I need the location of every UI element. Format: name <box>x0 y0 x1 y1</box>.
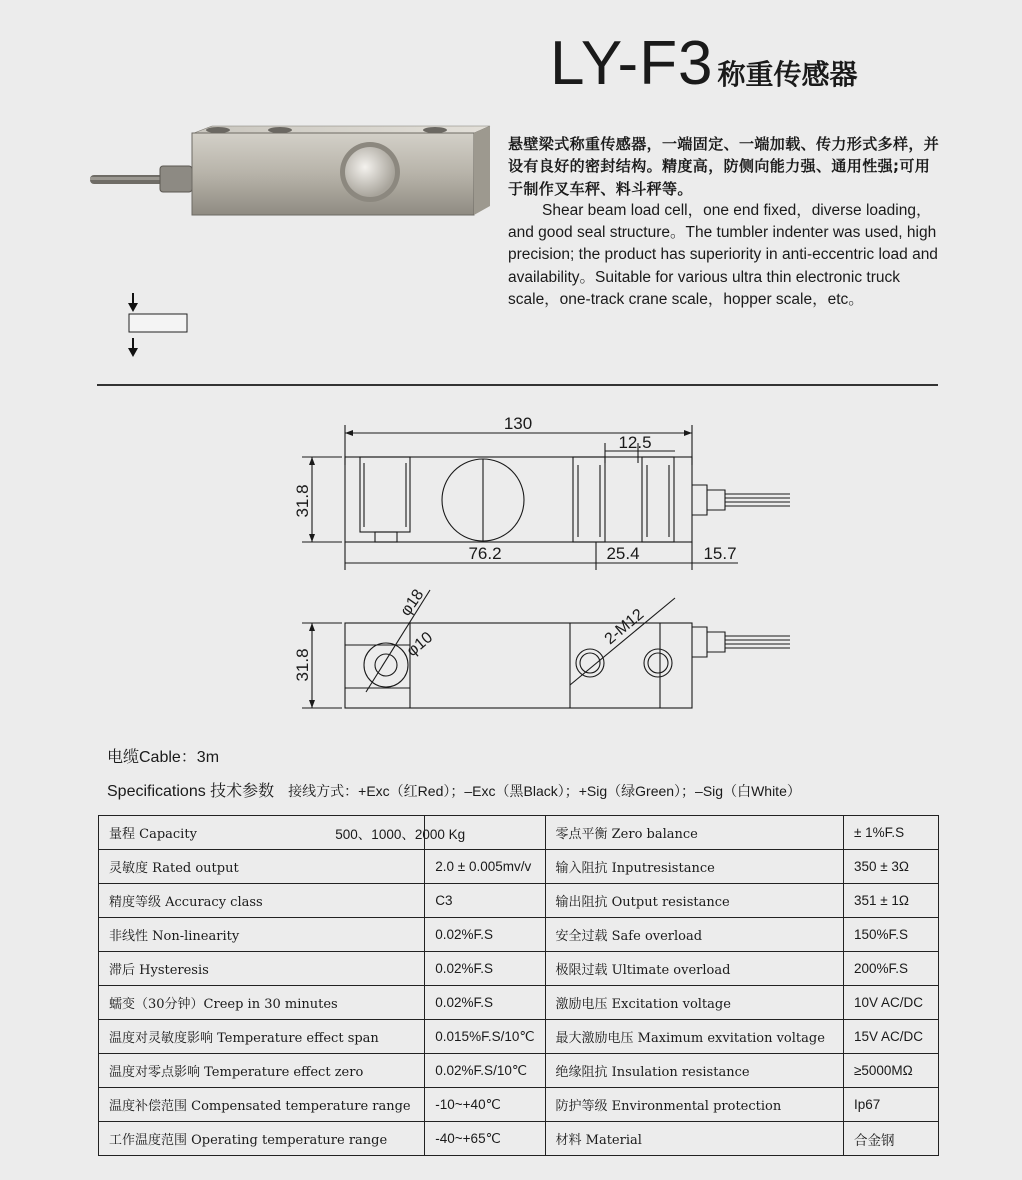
spec-value: 15V AC/DC <box>843 1020 938 1054</box>
spec-label: 灵敏度 Rated output <box>99 850 425 884</box>
table-row <box>99 986 939 1020</box>
table-row <box>99 816 939 850</box>
spec-value: 0.015%F.S/10℃ <box>425 1020 545 1054</box>
cable-length: 电缆Cable：3m <box>107 749 220 766</box>
table-row <box>99 1088 939 1122</box>
spec-value: C3 <box>425 884 545 918</box>
spec-value: -40~+65℃ <box>425 1122 545 1156</box>
product-description <box>508 133 940 311</box>
dim-d18: φ18 <box>397 586 428 620</box>
dim-d10: φ10 <box>403 628 437 661</box>
table-row <box>99 952 939 986</box>
spec-label: 温度补偿范围 Compensated temperature range <box>99 1088 425 1122</box>
spec-value: 2.0 ± 0.005mv/v <box>425 850 545 884</box>
table-row <box>99 918 939 952</box>
spec-value: 10V AC/DC <box>843 986 938 1020</box>
table-row <box>99 1122 939 1156</box>
spec-value: 合金钢 <box>843 1122 938 1156</box>
spec-label: 输入阻抗 Inputresistance <box>545 850 843 884</box>
spec-label: 滞后 Hysteresis <box>99 952 425 986</box>
spec-label: 最大激励电压 Maximum exvitation voltage <box>545 1020 843 1054</box>
spec-value: ≥5000MΩ <box>843 1054 938 1088</box>
product-photo <box>90 120 500 230</box>
top-view <box>293 586 790 708</box>
spec-value: 200%F.S <box>843 952 938 986</box>
dim-hole-pitch: 12.5 <box>618 433 652 452</box>
table-row <box>99 1020 939 1054</box>
specifications-table <box>98 815 939 1156</box>
technical-drawing <box>280 405 820 725</box>
spec-value: 0.02%F.S/10℃ <box>425 1054 545 1088</box>
spec-label: 温度对零点影响 Temperature effect zero <box>99 1054 425 1088</box>
spec-label: 绝缘阻抗 Insulation resistance <box>545 1054 843 1088</box>
divider <box>97 384 938 386</box>
table-row <box>99 884 939 918</box>
spec-label: 量程 Capacity <box>99 816 425 850</box>
spec-value: 0.02%F.S <box>425 952 545 986</box>
specs-heading: Specifications 技术参数 <box>107 783 275 800</box>
table-row <box>99 1054 939 1088</box>
specs-heading-line <box>107 778 801 801</box>
dim-thread: 2-M12 <box>601 605 648 649</box>
spec-label: 极限过载 Ultimate overload <box>545 952 843 986</box>
spec-value: 351 ± 1Ω <box>843 884 938 918</box>
spec-label: 精度等级 Accuracy class <box>99 884 425 918</box>
spec-label: 激励电压 Excitation voltage <box>545 986 843 1020</box>
dim-length: 130 <box>503 414 533 433</box>
spec-value: 350 ± 3Ω <box>843 850 938 884</box>
spec-value: 0.02%F.S <box>425 918 545 952</box>
page-title <box>550 28 858 99</box>
model-number: LY-F3 <box>550 29 714 98</box>
spec-value: 0.02%F.S <box>425 986 545 1020</box>
spec-label: 防护等级 Environmental protection <box>545 1088 843 1122</box>
spec-label: 安全过载 Safe overload <box>545 918 843 952</box>
spec-label: 温度对灵敏度影响 Temperature effect span <box>99 1020 425 1054</box>
load-direction-icon <box>118 290 198 365</box>
spec-value: 500、1000、2000 Kg <box>425 816 545 850</box>
dim-height-front: 31.8 <box>293 484 312 518</box>
dim-c: 15.7 <box>703 544 737 563</box>
product-name-cn: 称重传感器 <box>717 58 858 91</box>
spec-label: 材料 Material <box>545 1122 843 1156</box>
description-en: Shear beam load cell，one end fixed，diverse loading，and good seal structure。The tumbler indenter was used, high precision; the product has superiority in anti-eccentric load and availability。Suitable for various ultra thin electronic truck scale，one-track crane scale，hopper scale，etc。 <box>508 201 938 309</box>
spec-label: 蠕变（30分钟）Creep in 30 minutes <box>99 986 425 1020</box>
description-cn: 悬壁梁式称重传感器，一端固定、一端加载、传力形式多样，并设有良好的密封结构。精度高，防侧向能力强、通用性强;可用于制作叉车秤、料斗秤等。 <box>508 135 940 198</box>
spec-label: 零点平衡 Zero balance <box>545 816 843 850</box>
dim-a: 76.2 <box>468 544 502 563</box>
table-row <box>99 850 939 884</box>
spec-label: 输出阻抗 Output resistance <box>545 884 843 918</box>
front-view <box>293 414 790 570</box>
spec-label: 非线性 Non-linearity <box>99 918 425 952</box>
spec-value: 150%F.S <box>843 918 938 952</box>
dim-b: 25.4 <box>606 544 640 563</box>
wiring-legend: 接线方式：+Exc（红Red）；–Exc（黑Black）；+Sig（绿Green）；–Sig（白White） <box>288 783 801 799</box>
dim-height-top: 31.8 <box>293 648 312 682</box>
spec-label: 工作温度范围 Operating temperature range <box>99 1122 425 1156</box>
spec-value: ± 1%F.S <box>843 816 938 850</box>
spec-value: -10~+40℃ <box>425 1088 545 1122</box>
spec-value: Ip67 <box>843 1088 938 1122</box>
